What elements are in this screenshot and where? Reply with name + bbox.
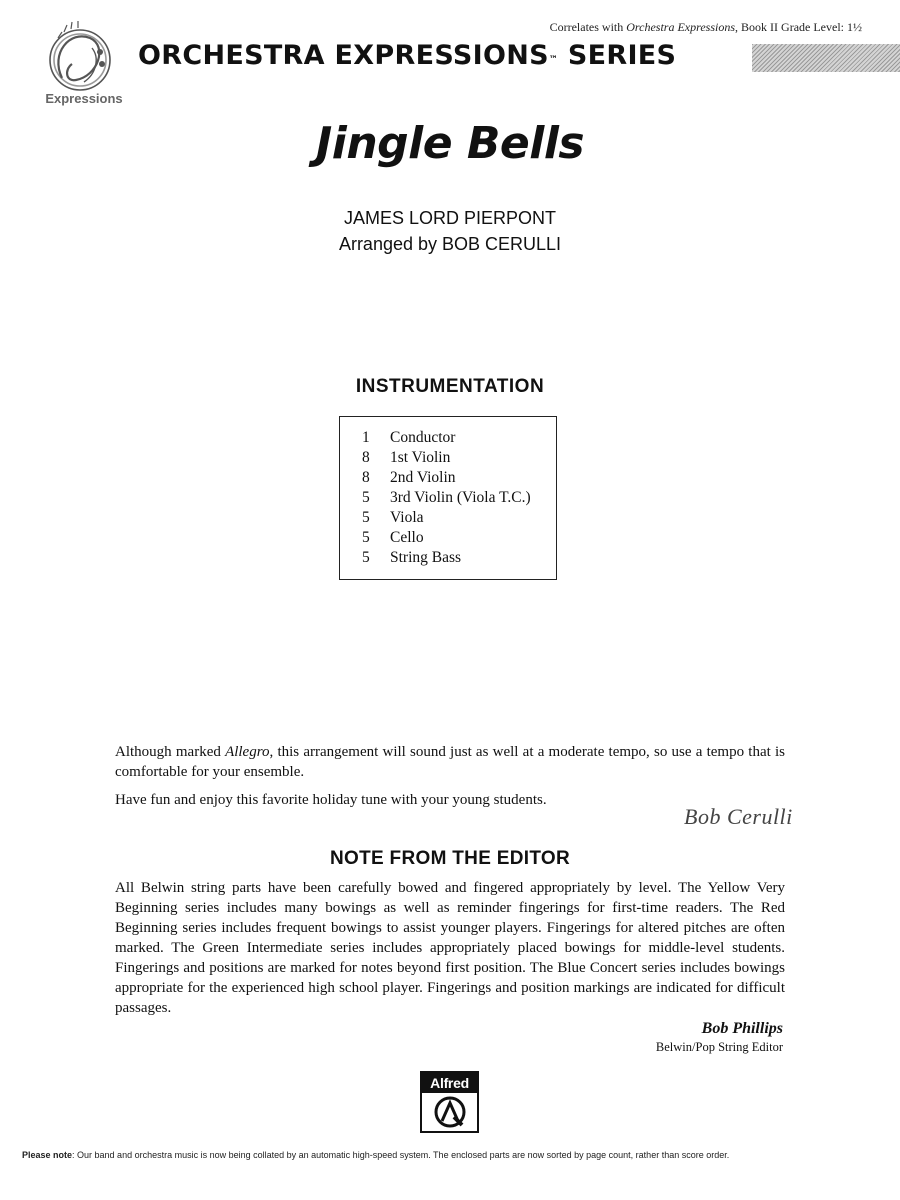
instrument-qty: 1 [362, 429, 370, 446]
editor-title: Belwin/Pop String Editor [655, 1040, 783, 1054]
instrument-qty: 5 [362, 509, 370, 526]
instrument-name: 1st Violin [390, 449, 451, 466]
instrument-name: 3rd Violin (Viola T.C.) [390, 489, 531, 506]
series-banner [138, 38, 900, 74]
correlates-prefix: Correlates with [549, 20, 627, 34]
correlates-line [550, 20, 862, 35]
alfred-mark-icon [430, 1095, 470, 1129]
orchestra-expressions-logo [40, 18, 135, 113]
series-title-main: ORCHESTRA EXPRESSIONS [138, 40, 549, 71]
correlates-suffix: , Book II Grade Level: 1½ [735, 20, 862, 34]
series-title [138, 38, 682, 74]
instrument-qty: 8 [362, 469, 370, 486]
series-trademark: ™ [548, 55, 559, 65]
instrument-row [362, 528, 531, 548]
instrument-name: Cello [390, 529, 424, 546]
instrument-name: 2nd Violin [390, 469, 456, 486]
series-shade [752, 44, 900, 72]
footer-label: Please note [22, 1150, 73, 1160]
arranger-note-tempo [115, 742, 785, 782]
instrument-name: Viola [390, 509, 424, 526]
editor-note: All Belwin string parts have been carefully bowed and fingered appropriately by level. The Yellow Very Beginning series includes many bowings as well as reminder fingerings for first-time readers. The Red Beginning series includes frequent bowings to assist younger players. Fingerings for altered pitches are often marked. The Green Intermediate series includes appropriately placed bowings for middle-level students. Fingerings and positions are marked for notes beyond first position. The Blue Concert series includes bowings appropriate for the experienced high school player. Fingerings and position markings are indicated for difficult passages. [115, 880, 785, 1016]
correlates-book: Orchestra Expressions [626, 20, 736, 34]
instrument-row [362, 428, 531, 448]
instrument-row [362, 448, 531, 468]
instrument-name: String Bass [390, 549, 462, 566]
instrumentation-list [362, 428, 531, 568]
instrument-row [362, 468, 531, 488]
instrumentation-box [339, 416, 557, 580]
arranger: Arranged by BOB CERULLI [338, 234, 562, 254]
alfred-logo-text: Alfred [422, 1073, 477, 1093]
instrument-qty: 5 [362, 489, 370, 506]
footer-note [22, 1150, 882, 1160]
instrument-qty: 5 [362, 549, 370, 566]
instrument-name: Conductor [390, 429, 456, 446]
composer: JAMES LORD PIERPONT [343, 208, 557, 228]
editor-signature: Bob Phillips [701, 1020, 783, 1037]
instrument-row [362, 488, 531, 508]
instrument-qty: 8 [362, 449, 370, 466]
tempo-marking: Allegro [225, 744, 270, 760]
arranger-note-fun: Have fun and enjoy this favorite holiday tune with your young students. [115, 792, 547, 808]
editor-heading: NOTE FROM THE EDITOR [330, 848, 570, 869]
instrument-row [362, 508, 531, 528]
instrument-row [362, 548, 531, 568]
instrument-qty: 5 [362, 529, 370, 546]
alfred-logo [420, 1071, 479, 1133]
song-title: Jingle Bells [315, 118, 585, 169]
arranger-signature: Bob Cerulli [684, 804, 793, 829]
series-title-word: SERIES [558, 40, 677, 71]
footer-text: : Our band and orchestra music is now being collated by an automatic high-speed system. The enclosed parts are now sorted by page count, rather than score order. [72, 1150, 730, 1160]
tempo-note-end: , this arrangement will sound just as well at a moderate tempo, so use a tempo that is comfortable for your ensemble. [115, 744, 785, 780]
instrumentation-heading: INSTRUMENTATION [355, 376, 545, 397]
tempo-note-start: Although marked [115, 744, 226, 760]
logo-text: Expressions [45, 91, 123, 106]
